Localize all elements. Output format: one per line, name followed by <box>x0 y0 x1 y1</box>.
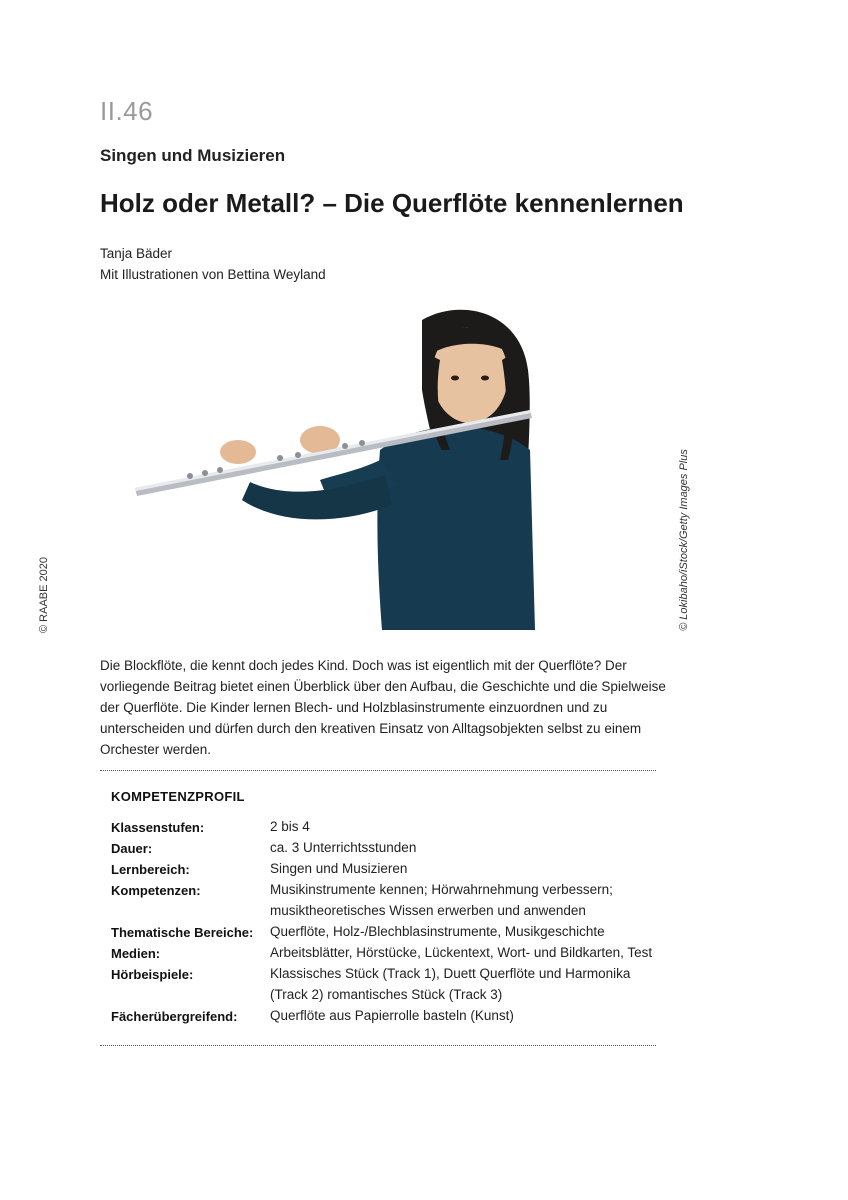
profile-value: Musikinstrumente kennen; Hörwahrnehmung verbessern; <box>270 882 613 897</box>
photo-credit: © Lokibaho/iStock/Getty Images Plus <box>678 449 690 631</box>
profile-label: Klassenstufen: <box>111 820 205 835</box>
author-name: Tanja Bäder <box>100 246 173 261</box>
unit-code: II.46 <box>100 96 154 126</box>
section-title: Singen und Musizieren <box>100 146 286 165</box>
profile-label: Hörbeispiele: <box>111 967 194 982</box>
profile-value: Querflöte aus Papierrolle basteln (Kunst) <box>270 1008 514 1023</box>
illustrator-credit: Mit Illustrationen von Bettina Weyland <box>100 267 326 282</box>
profile-label: Lernbereich: <box>111 862 190 877</box>
profile-value: ca. 3 Unterrichtsstunden <box>270 840 417 855</box>
profile-label: Dauer: <box>111 841 153 856</box>
profile-label: Kompetenzen: <box>111 883 201 898</box>
profile-label: Fächerübergreifend: <box>111 1009 238 1024</box>
intro-paragraph: Die Blockflöte, die kennt doch jedes Kind. Doch was ist eigentlich mit der Querflöte? Der vorliegende Beitrag bietet einen Überblick über den Aufbau, die Geschichte und die Spielweise der Querflöte. Die Kinder lernen Blech- und Holzblasinstrumente einzuordnen und zu unterscheiden und dürfen durch den kreativen Einsatz von Alltagsobjekten selbst zu einem Orchester werden. <box>100 658 666 757</box>
profile-value-cont: musiktheoretisches Wissen erwerben und anwenden <box>270 903 586 918</box>
divider-bottom <box>100 1045 656 1046</box>
profile-value: 2 bis 4 <box>270 819 310 834</box>
profile-heading: KOMPETENZPROFIL <box>111 789 245 804</box>
profile-value: Klassisches Stück (Track 1), Duett Querflöte und Harmonika <box>270 966 631 981</box>
profile-label: Medien: <box>111 946 161 961</box>
page-title: Holz oder Metall? – Die Querflöte kennenlernen <box>100 188 684 218</box>
divider-top <box>100 770 656 771</box>
profile-value: Arbeitsblätter, Hörstücke, Lückentext, Wort- und Bildkarten, Test <box>270 945 653 960</box>
profile-label: Thematische Bereiche: <box>111 925 254 940</box>
flute-player-photo <box>130 300 540 630</box>
profile-value: Querflöte, Holz-/Blechblasinstrumente, Musikgeschichte <box>270 924 605 939</box>
profile-value: Singen und Musizieren <box>270 861 408 876</box>
copyright-notice: © RAABE 2020 <box>38 557 50 633</box>
profile-value-cont: (Track 2) romantisches Stück (Track 3) <box>270 987 503 1002</box>
